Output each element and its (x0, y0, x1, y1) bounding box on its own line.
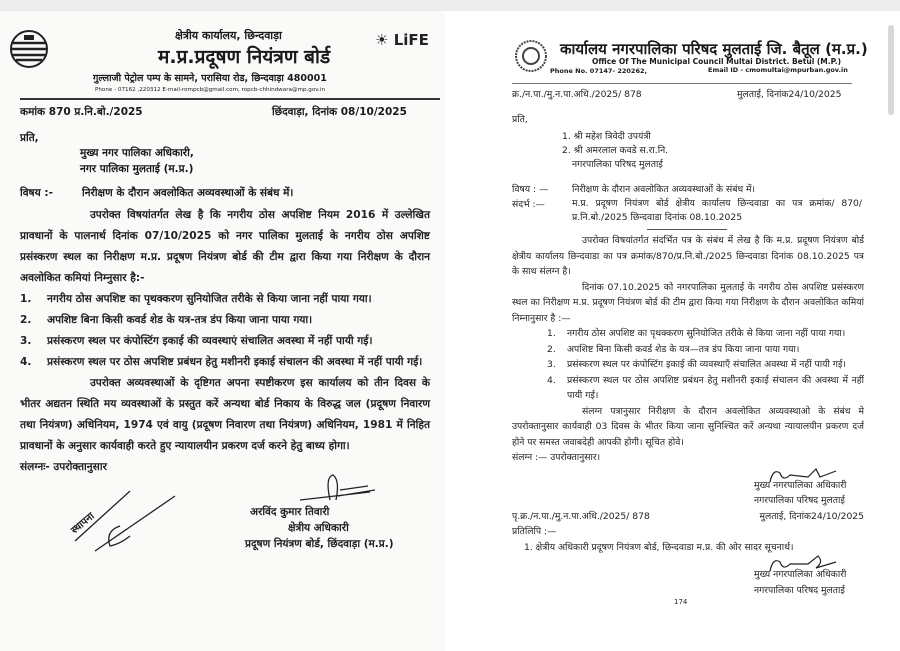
mppcb-letter (0, 11, 445, 651)
email: Email ID - cmomultai@mpurban.gov.in (708, 66, 848, 74)
council-emblem-icon (514, 39, 548, 73)
recipient-office: नगरपालिका परिषद मुलताई (572, 159, 663, 170)
body-paragraph-1: उपरोक्त विषयांतर्गत लेख है कि नगरीय ठोस अपशिष्ट नियम 2016 में उल्लेखित प्रावधानों के पालनार्थ दिनांक 07/10/2025 को नगर पालिका मुलताई के नगरीय ठोस अपशिष्ट प्रसंस्करण स्थल का निरीक्षण म.प्र. प्रदूषण नियंत्रण बोर्ड की टीम द्वारा किया गया निरीक्षण के दौरान अवलोकित कमियां निम्नुसार है:- (20, 209, 430, 284)
letter-date: छिंदवाड़ा, दिनांक 08/10/2025 (272, 106, 407, 118)
contact-line: Phone - 07162 ,220312 E-mail-rompcb@gmail.com, ropcb-chhindwara@mp.gov.in (95, 87, 326, 93)
copy-label: प्रतिलिपि :— (512, 526, 557, 537)
initials-signature (70, 486, 180, 556)
scrollbar[interactable] (888, 25, 894, 115)
copy-date: मुलताई, दिनांक24/10/2025 (759, 510, 864, 522)
body-paragraph-2: उपरोक्त अव्यवस्थाओं के दृष्टिगत अपना स्पष्टीकरण इस कार्यालय को तीन दिवस के भीतर अद्यतन स्थिति मय व्यवस्थाओं के प्रस्तुत करें अन्यथा बोर्ड निकाय के विरुद्ध जल (प्रदूषण निवारण तथा नियंत्रण) अधिनियम, 1974 एवं वायु (प्रदूषण निवारण तथा नियंत्रण) अधिनियम, 1981 में निहित प्रावधानों के अनुसार कार्यवाही करते हुए न्यायालयीन प्रकरण दर्ज करने हेतु बाध्य होगा। (20, 377, 430, 452)
body-paragraph-3: संलग्न पत्रानुसार निरीक्षण के दौरान अवलोकित अव्यवस्थाओ के संबंध मे उपरोक्तानुसार कार्यवाही 03 दिवस के भीतर किया जाना सुनिश्चित करें अन्यथा न्यायालयीन प्रकरण दर्ज होने पर समस्त जवाबदेही आपकी होगी। सूचित होवे। (512, 405, 864, 448)
signatory-name: अरविंद कुमार तिवारी (250, 506, 330, 518)
recipient-2: 2. श्री अमरलाल कवडे स.रा.नि. (562, 145, 669, 156)
header-rule (512, 83, 852, 84)
list-item: 1. नगरीय ठोस अपशिष्ट का पृथक्करण सुनियोजित तरीके से किया जाना नहीं पाया गया। (20, 293, 372, 305)
office-name: क्षेत्रीय कार्यालय, छिन्दवाड़ा (175, 29, 282, 42)
header-rule (20, 98, 440, 100)
list-item: 1. नगरीय ठोस अपशिष्ट का पृथक्करण सुनियोजित तरीके से किया जाना नहीं पाया गया। (547, 328, 846, 339)
recipient-line-2: नगर पालिका मुलताई (म.प्र.) (80, 163, 194, 175)
signature-block (754, 478, 864, 509)
signature-block (20, 478, 430, 560)
letter-ref: कमांक 870 प्र.नि.बो./2025 (20, 106, 143, 118)
life-logo: ☀ LiFE (375, 31, 429, 49)
copy-item: 1. क्षेत्रीय अधिकारी प्रदूषण नियंत्रण बोर्ड, छिन्दवाडा म.प्र. की ओर सादर सूचनार्थ। (524, 541, 794, 553)
signatory2-title: मुख्य नगरपालिका अधिकारी (754, 569, 847, 580)
letter-ref: क्र./न.पा./मु.न.पा.अधि./2025/ 878 (512, 89, 642, 100)
letter-body (20, 205, 430, 560)
signature-block-2 (754, 567, 864, 598)
copy-ref-row (512, 509, 864, 525)
recipient-1: 1. श्री महेश त्रिवेदी उपयंत्री (562, 131, 651, 142)
signatory-office: नगरपालिका परिषद मुलताई (754, 495, 845, 506)
mppcb-logo-icon (8, 29, 50, 69)
reference-label: संदर्भ :— (512, 199, 545, 210)
office-name: कार्यालय नगरपालिका परिषद मुलताई जि. बैतूल (म.प्र.) (560, 40, 868, 58)
cmo-signature-2 (768, 553, 838, 575)
copy-ref: पृ.क्र./न.पा./मु.न.पा.अधि./2025/ 878 (512, 510, 650, 522)
received-stamp: स्थापना (69, 510, 97, 537)
list-item: 3. प्रसंस्करण स्थल पर कंपोस्टिंग इकाई की व्यवस्थाएं संचालित अवस्था में नहीं पायी गई। (20, 335, 373, 347)
inspection-list (512, 326, 864, 404)
subject-label: विषय : — (512, 184, 549, 195)
to-label: प्रति, (20, 132, 39, 144)
sun-leaf-icon: ☀ (375, 31, 389, 49)
divider (647, 229, 727, 230)
signatory-office: प्रदूषण नियंत्रण बोर्ड, छिंदवाड़ा (म.प्र.) (245, 538, 394, 550)
body-paragraph-2: दिनांक 07.10.2025 को नगरपालिका मुलताई के नगरीय ठोस अपशिष्ट प्रसंस्करण स्थल का निरीक्षण म.प्र. प्रदूषण नियंत्रण बोर्ड की टीम द्वारा किया गया निरीक्षण के दौरान अवलोकित कमियां निम्नानुसार है :— (512, 281, 864, 324)
org-name: म.प्र.प्रदूषण नियंत्रण बोर्ड (158, 46, 331, 68)
officer-signature (300, 474, 380, 504)
letter-date: मुलताई, दिनांक24/10/2025 (737, 89, 842, 100)
cmo-signature (768, 464, 838, 486)
enclosure: संलग्नः- उपरोक्तानुसार (20, 461, 107, 473)
office-name-english: Office Of The Municipal Council Multai District. Betul (M.P.) (592, 57, 842, 66)
subject-label: विषय :- (20, 187, 53, 199)
subject: निरीक्षण के दौरान अवलोकित अव्यवस्थाओं के संबंध में। (572, 184, 756, 195)
page-number: 174 (674, 598, 688, 606)
signatory-title: मुख्य नगरपालिका अधिकारी (754, 479, 847, 491)
viewer-top-bar (0, 0, 900, 11)
list-item: 4. प्रसंस्करण स्थल पर ठोस अपशिष्ट प्रबंधन हेतु मशीनरी इकाई संचालन की अवस्था में नहीं पायी गई। (20, 356, 423, 368)
phone: Phone No. 07147- 220262, (550, 67, 647, 75)
subject: निरीक्षण के दौरान अवलोकित अव्यवस्थाओं के संबंध में। (82, 187, 294, 199)
letter-body (512, 233, 864, 607)
enclosure: संलग्न :— उपरोक्तानुसार। (512, 452, 601, 463)
list-item: 2. अपशिष्ट बिना किसी कवर्ड शेड के यत्र—तत्र डंप किया जाना पाया गया। (547, 343, 800, 355)
to-label: प्रति, (512, 114, 528, 125)
recipient-line-1: मुख्य नगर पालिका अधिकारी, (80, 147, 194, 159)
municipal-council-letter (452, 11, 900, 651)
list-item: 4. प्रसंस्करण स्थल पर ठोस अपशिष्ट प्रबंधन हेतु मशीनरी इकाई संचालन की अवस्था में नहीं पायी गई। (547, 374, 864, 401)
body-paragraph-1: उपरोक्त विषयांतर्गत संदर्भित पत्र के संबंध में लेख है कि म.प्र. प्रदूषण नियंत्रण बोर्ड क्षेत्रीय कार्यालय छिन्दवाडा का पत्र क्रमांक/870/प्र.नि.बो./2025 छिन्दवाडा दिनांक 08.10.2025 पत्र के साथ संलग्न है। (512, 235, 864, 277)
signatory-title: क्षेत्रीय अधिकारी (288, 522, 349, 534)
address: गुल्लाजी पेट्रोल पम्प के सामने, परासिया रोड, छिन्दवाड़ा 480001 (93, 73, 327, 84)
reference: म.प्र. प्रदूषण नियंत्रण बोर्ड क्षेत्रीय कार्यालय छिन्दवाडा का पत्र क्रमांक/ 870/ प्र.नि.बो./2025 छिन्दवाडा दिनांक 08.10.2025 (572, 198, 862, 223)
list-item: 3. प्रसंस्करण स्थल पर कंपोस्टिंग इकाई की व्यवस्थाएँ संचालित अवस्था में नहीं पायी गई। (547, 359, 846, 370)
signatory2-office: नगरपालिका परिषद मुलताई (754, 584, 845, 596)
list-item: 2. अपशिष्ट बिना किसी कवर्ड शेड के यत्र-तत्र डंप किया जाना पाया गया। (20, 314, 313, 326)
